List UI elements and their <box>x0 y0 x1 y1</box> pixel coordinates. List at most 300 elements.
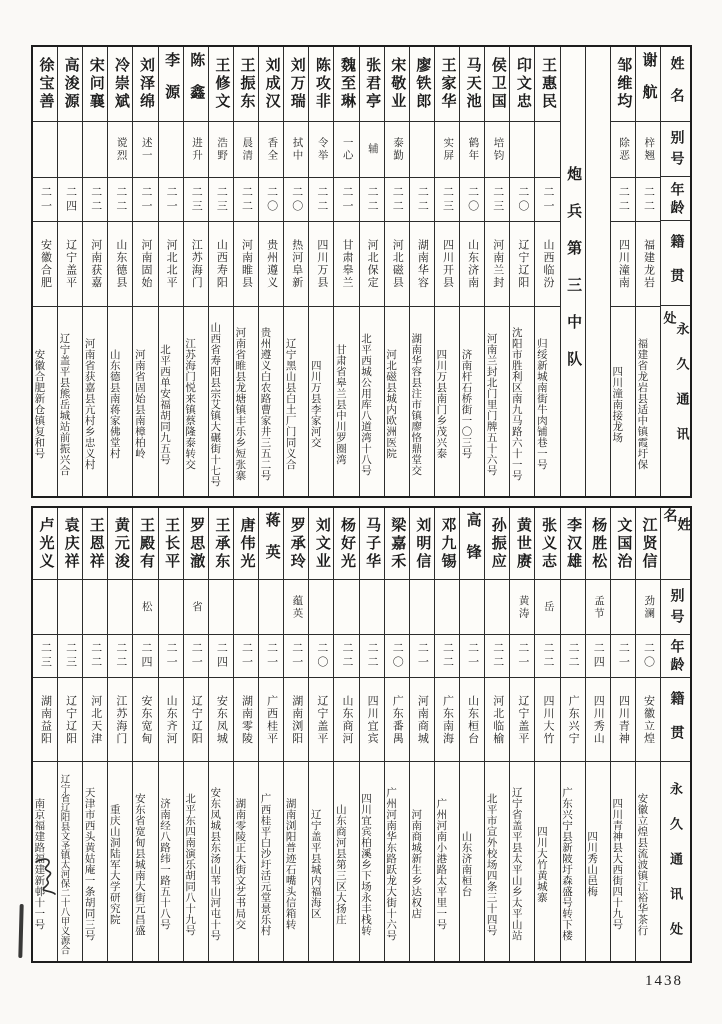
native-place-cell <box>108 678 132 762</box>
address-cell <box>58 762 82 961</box>
person-age: 二〇 <box>265 185 278 214</box>
person-native-place: 福建龙岩 <box>642 239 655 289</box>
person-address: 山东德县南蒋家佛堂村 <box>108 349 120 459</box>
address-cell <box>385 762 409 961</box>
name-cell <box>184 47 208 122</box>
page-number: 1438 <box>645 973 683 989</box>
name-cell <box>184 508 208 580</box>
alias-cell <box>435 580 459 635</box>
person-alias: 省 <box>190 600 202 614</box>
person-name: 侯卫国 <box>489 57 506 111</box>
person-address: 重庆山洞陆军大学研究院 <box>108 803 120 925</box>
person-address: 广州河南小港路太平里一号 <box>435 798 447 930</box>
native-place-cell <box>586 678 610 762</box>
name-cell <box>159 508 183 580</box>
person-column <box>33 47 57 496</box>
address-cell <box>184 307 208 496</box>
person-native-place: 安徽合肥 <box>39 239 52 289</box>
header-age-label: 年龄 <box>668 181 684 218</box>
person-age: 二一 <box>290 642 303 670</box>
name-cell <box>83 47 107 122</box>
alias-cell <box>159 580 183 635</box>
address-cell <box>234 307 258 496</box>
name-cell <box>410 47 434 122</box>
name-cell <box>284 508 308 580</box>
native-place-cell <box>209 222 233 307</box>
person-age: 二〇 <box>466 185 479 214</box>
person-address: 贵州遵义白农路曹家井三五二号 <box>259 327 271 481</box>
age-cell <box>309 635 333 678</box>
person-alias: 劲澜 <box>643 594 655 620</box>
person-age: 二一 <box>466 642 479 670</box>
person-alias: 辅 <box>366 143 378 156</box>
person-column <box>132 47 157 496</box>
person-name: 廖铁郎 <box>414 57 431 111</box>
person-address: 辽宁盖平县熊岳城站前振兴合 <box>58 332 70 476</box>
native-place-cell <box>561 678 585 762</box>
header-address-cell <box>661 762 690 961</box>
address-cell <box>309 762 333 961</box>
address-cell <box>435 762 459 961</box>
alias-cell <box>385 580 409 635</box>
age-cell <box>133 635 157 678</box>
person-age: 二〇 <box>516 185 529 214</box>
native-place-cell <box>284 222 308 307</box>
address-cell <box>33 307 57 496</box>
person-address: 河南省睢县龙塘镇丰乐乡短张寨 <box>234 327 246 481</box>
person-name: 陈攻非 <box>313 57 330 111</box>
person-address: 北平西单安福胡同九五号 <box>159 343 170 465</box>
name-cell <box>284 47 308 122</box>
address-cell <box>33 762 57 961</box>
alias-cell <box>33 122 57 178</box>
person-name: 袁庆祥 <box>62 516 79 571</box>
person-address: 沈阳市胜利区南九马路六十一号 <box>510 327 522 481</box>
person-column <box>635 508 660 961</box>
address-cell <box>561 762 585 961</box>
person-column <box>283 47 308 496</box>
person-native-place: 山东济南 <box>466 239 479 289</box>
age-cell <box>209 635 233 678</box>
person-name: 邓九锡 <box>439 516 456 571</box>
person-name: 黄元浚 <box>112 516 129 571</box>
name-cell <box>435 47 459 122</box>
age-cell <box>234 178 258 222</box>
person-age: 二四 <box>592 642 605 670</box>
person-age: 二一 <box>165 642 178 670</box>
person-column <box>208 508 233 961</box>
alias-cell <box>611 122 635 178</box>
age-cell <box>460 178 484 222</box>
alias-cell <box>83 580 107 635</box>
person-age: 二一 <box>139 185 152 214</box>
name-cell <box>58 508 82 580</box>
person-age: 二三 <box>39 642 52 670</box>
person-column <box>82 508 107 961</box>
person-name: 邹维均 <box>615 57 632 111</box>
person-address: 福建省龙岩县适中镇霞圩保 <box>636 338 648 470</box>
age-cell <box>360 635 384 678</box>
address-cell <box>159 762 183 961</box>
person-alias: 岳 <box>542 600 554 614</box>
person-column <box>33 508 57 961</box>
name-cell <box>385 508 409 580</box>
name-cell <box>334 47 358 122</box>
section-title-column <box>560 47 585 496</box>
person-native-place: 山西临汾 <box>541 239 554 289</box>
person-age: 二二 <box>617 185 630 214</box>
person-column <box>158 47 183 496</box>
name-cell <box>460 47 484 122</box>
person-name: 李汉雄 <box>565 516 582 571</box>
person-native-place: 湖南浏阳 <box>290 694 303 745</box>
alias-cell <box>159 122 183 178</box>
person-name: 蒋英 <box>263 511 280 576</box>
age-cell <box>510 635 534 678</box>
name-cell <box>159 47 183 122</box>
person-name: 王振东 <box>238 57 255 111</box>
header-name-label: 姓名 <box>668 56 684 121</box>
person-alias: 梓翘 <box>643 137 655 162</box>
header-name-cell <box>661 508 690 580</box>
person-column <box>359 47 384 496</box>
person-column <box>258 508 283 961</box>
age-cell <box>259 178 283 222</box>
person-column <box>283 508 308 961</box>
native-place-cell <box>410 222 434 307</box>
native-place-cell <box>83 678 107 762</box>
age-cell <box>485 635 509 678</box>
name-cell <box>334 508 358 580</box>
person-native-place: 河南固始 <box>139 239 152 289</box>
name-cell <box>485 508 509 580</box>
address-cell <box>209 307 233 496</box>
person-name: 王家华 <box>439 57 456 111</box>
roster-table-top <box>31 45 692 498</box>
person-native-place: 山东商河 <box>340 694 353 745</box>
header-column <box>660 47 690 496</box>
name-cell <box>309 47 333 122</box>
age-cell <box>33 635 57 678</box>
person-address: 河北磁县城内欧洲医院 <box>385 349 397 459</box>
person-name: 高浚源 <box>62 57 79 111</box>
person-native-place: 河北临榆 <box>491 694 504 745</box>
person-alias: 实屏 <box>442 137 454 162</box>
person-column <box>409 47 434 496</box>
person-native-place: 四川开县 <box>441 239 454 289</box>
alias-cell <box>636 122 660 178</box>
address-cell <box>234 762 258 961</box>
person-name: 唐伟光 <box>238 516 255 571</box>
name-cell <box>360 508 384 580</box>
person-address: 辽宁省辽阳县文圣镇太河保二十八甲义源合 <box>58 773 69 955</box>
header-age-cell <box>661 635 690 678</box>
person-column <box>57 47 82 496</box>
person-native-place: 安徽立煌 <box>642 694 655 745</box>
person-address: 山东济南桓台 <box>460 831 472 897</box>
person-name: 王承东 <box>213 516 230 571</box>
address-cell <box>259 307 283 496</box>
alias-cell <box>209 122 233 178</box>
name-cell <box>133 508 157 580</box>
person-age: 二二 <box>416 185 429 214</box>
person-address: 天津市西头黄姑庵一条胡同三号 <box>83 787 95 941</box>
person-address: 湖南零陵正大街文艺书局交 <box>234 798 246 930</box>
native-place-cell <box>108 222 132 307</box>
native-place-cell <box>159 678 183 762</box>
person-column <box>509 508 534 961</box>
person-name: 罗承玲 <box>288 516 305 571</box>
age-cell <box>159 635 183 678</box>
person-age: 二四 <box>215 642 228 670</box>
person-age: 二〇 <box>642 642 655 670</box>
person-alias: 一心 <box>341 137 353 162</box>
person-name: 陈鑫 <box>188 52 205 116</box>
address-cell <box>159 307 183 496</box>
age-cell <box>535 635 559 678</box>
person-alias: 拭中 <box>291 137 303 162</box>
person-name: 孙振应 <box>489 516 506 571</box>
person-name: 刘明信 <box>414 516 431 571</box>
alias-cell <box>58 580 82 635</box>
native-place-cell <box>159 222 183 307</box>
name-cell <box>485 47 509 122</box>
person-alias: 述一 <box>140 137 152 162</box>
person-age: 二四 <box>139 642 152 670</box>
person-address: 四川潼南接龙场 <box>611 365 623 443</box>
address-cell <box>209 762 233 961</box>
alias-cell <box>108 122 132 178</box>
address-cell <box>108 307 132 496</box>
person-column <box>434 508 459 961</box>
person-name: 马子华 <box>364 516 381 571</box>
section-title: 炮兵第三中队 <box>565 166 582 388</box>
native-place-cell <box>636 678 660 762</box>
age-cell <box>184 178 208 222</box>
header-address-cell <box>661 306 690 496</box>
person-age: 二一 <box>240 642 253 670</box>
person-column <box>308 508 333 961</box>
person-age: 二一 <box>416 642 429 670</box>
person-age: 二二 <box>541 642 554 670</box>
person-column <box>635 47 660 496</box>
person-name: 王殿有 <box>137 516 154 571</box>
alias-cell <box>435 122 459 178</box>
age-cell <box>209 178 233 222</box>
address-cell <box>133 762 157 961</box>
address-cell <box>259 762 283 961</box>
person-address: 北平东四南演乐胡同八十九号 <box>184 792 196 936</box>
person-native-place: 河南兰封 <box>491 239 504 289</box>
person-column <box>384 508 409 961</box>
person-native-place: 辽宁辽阳 <box>190 694 203 745</box>
header-native-label: 籍贯 <box>668 690 684 759</box>
alias-cell <box>586 580 610 635</box>
person-name: 李源 <box>163 52 180 116</box>
person-column <box>183 508 208 961</box>
person-alias: 令举 <box>316 137 328 162</box>
person-address: 安徽立煌县流波镇江裕华茶行 <box>636 792 648 936</box>
person-column <box>208 47 233 496</box>
address-cell <box>334 307 358 496</box>
person-age: 二二 <box>366 185 379 214</box>
alias-cell <box>360 122 384 178</box>
native-place-cell <box>133 222 157 307</box>
person-column <box>132 508 157 961</box>
alias-cell <box>108 580 132 635</box>
person-alias: 香全 <box>266 137 278 162</box>
person-native-place: 辽宁盖平 <box>516 694 529 745</box>
header-native-cell <box>661 221 690 306</box>
person-address: 四川万县南门乡茂兴泰 <box>435 349 447 459</box>
alias-cell <box>636 580 660 635</box>
address-cell <box>535 762 559 961</box>
person-column <box>258 47 283 496</box>
person-column <box>82 47 107 496</box>
spacer-column <box>585 47 610 496</box>
person-address: 河南兰封北门里门牌五十六号 <box>485 332 497 476</box>
native-place-cell <box>460 222 484 307</box>
address-cell <box>284 307 308 496</box>
alias-cell <box>485 580 509 635</box>
name-cell <box>510 47 534 122</box>
age-cell <box>259 635 283 678</box>
alias-cell <box>460 580 484 635</box>
alias-cell <box>259 122 283 178</box>
age-cell <box>33 178 57 222</box>
name-cell <box>309 508 333 580</box>
person-name: 王长平 <box>163 516 180 571</box>
person-address: 河南省固始县南樟柏岭 <box>133 349 145 459</box>
person-age: 二二 <box>114 642 127 670</box>
native-place-cell <box>284 678 308 762</box>
person-age: 二二 <box>366 642 379 670</box>
person-alias: 蕴英 <box>291 594 303 620</box>
header-age-cell <box>661 177 690 221</box>
header-alias-cell <box>661 122 690 178</box>
person-native-place: 四川大竹 <box>541 694 554 745</box>
name-cell <box>33 47 57 122</box>
address-cell <box>636 762 660 961</box>
name-cell <box>611 47 635 122</box>
person-column <box>509 47 534 496</box>
native-place-cell <box>435 678 459 762</box>
address-cell <box>58 307 82 496</box>
name-cell <box>435 508 459 580</box>
person-name: 卢光义 <box>37 516 54 571</box>
name-cell <box>133 47 157 122</box>
person-native-place: 四川潼南 <box>617 239 630 289</box>
alias-cell <box>309 122 333 178</box>
person-native-place: 安东凤城 <box>215 694 228 745</box>
person-column <box>384 47 409 496</box>
native-place-cell <box>309 678 333 762</box>
address-cell <box>284 762 308 961</box>
name-cell <box>561 508 585 580</box>
person-name: 冷崇斌 <box>112 57 129 111</box>
person-native-place: 辽宁盖平 <box>64 239 77 289</box>
header-age-label: 年龄 <box>668 639 684 675</box>
person-address: 山东商河县第三区大扬庄 <box>334 803 346 925</box>
alias-cell <box>284 580 308 635</box>
person-address: 广州河南华东路跃龙大街十六号 <box>385 787 397 941</box>
person-address: 北平西城公用库八道湾十八号 <box>360 332 371 476</box>
address-cell <box>360 762 384 961</box>
age-cell <box>611 178 635 222</box>
person-age: 二一 <box>617 642 630 670</box>
native-place-cell <box>234 222 258 307</box>
address-cell <box>410 762 434 961</box>
person-column <box>434 47 459 496</box>
person-native-place: 广东兴宁 <box>567 694 580 745</box>
person-native-place: 湖南益阳 <box>39 694 52 745</box>
age-cell <box>535 178 559 222</box>
age-cell <box>636 635 660 678</box>
age-cell <box>234 635 258 678</box>
address-cell <box>485 762 509 961</box>
person-address: 河南省获嘉县亢村乡忠义村 <box>83 338 95 470</box>
person-native-place: 广西桂平 <box>265 694 278 745</box>
person-age: 二一 <box>340 185 353 214</box>
person-name: 罗思澈 <box>188 516 205 571</box>
person-native-place: 广东番禺 <box>391 694 404 745</box>
person-name: 王修文 <box>213 57 230 111</box>
person-column <box>534 508 559 961</box>
person-native-place: 河南商城 <box>416 694 429 745</box>
native-place-cell <box>435 222 459 307</box>
person-address: 湖南华容县注市镇廖恪鼎堂交 <box>410 332 422 476</box>
address-cell <box>485 307 509 496</box>
alias-cell <box>460 122 484 178</box>
person-address: 安东凤城县东汤山苇山河屯十号 <box>209 787 221 941</box>
native-place-cell <box>184 222 208 307</box>
age-cell <box>410 635 434 678</box>
person-column <box>233 508 258 961</box>
name-cell <box>410 508 434 580</box>
person-column <box>610 47 635 496</box>
address-cell <box>360 307 384 496</box>
native-place-cell <box>83 222 107 307</box>
alias-cell <box>334 122 358 178</box>
age-cell <box>284 178 308 222</box>
person-alias: 松 <box>140 600 152 614</box>
native-place-cell <box>510 222 534 307</box>
person-native-place: 山东桓台 <box>466 694 479 745</box>
name-cell <box>636 508 660 580</box>
person-name: 王恩祥 <box>87 516 104 571</box>
address-cell <box>460 762 484 961</box>
header-name-label: 姓名 <box>661 508 690 549</box>
address-cell <box>636 307 660 496</box>
alias-cell <box>133 122 157 178</box>
age-cell <box>460 635 484 678</box>
native-place-cell <box>611 222 635 307</box>
person-name: 刘文业 <box>313 516 330 571</box>
person-column <box>107 47 132 496</box>
person-age: 二四 <box>64 185 77 214</box>
age-cell <box>309 178 333 222</box>
name-cell <box>259 508 283 580</box>
age-cell <box>334 178 358 222</box>
person-alias: 进升 <box>190 137 202 162</box>
age-cell <box>184 635 208 678</box>
age-cell <box>108 635 132 678</box>
person-age: 二二 <box>315 185 328 214</box>
alias-cell <box>535 122 559 178</box>
person-native-place: 辽宁辽阳 <box>516 239 529 289</box>
age-cell <box>83 635 107 678</box>
person-address: 济南杆石桥街一〇三号 <box>460 349 472 459</box>
